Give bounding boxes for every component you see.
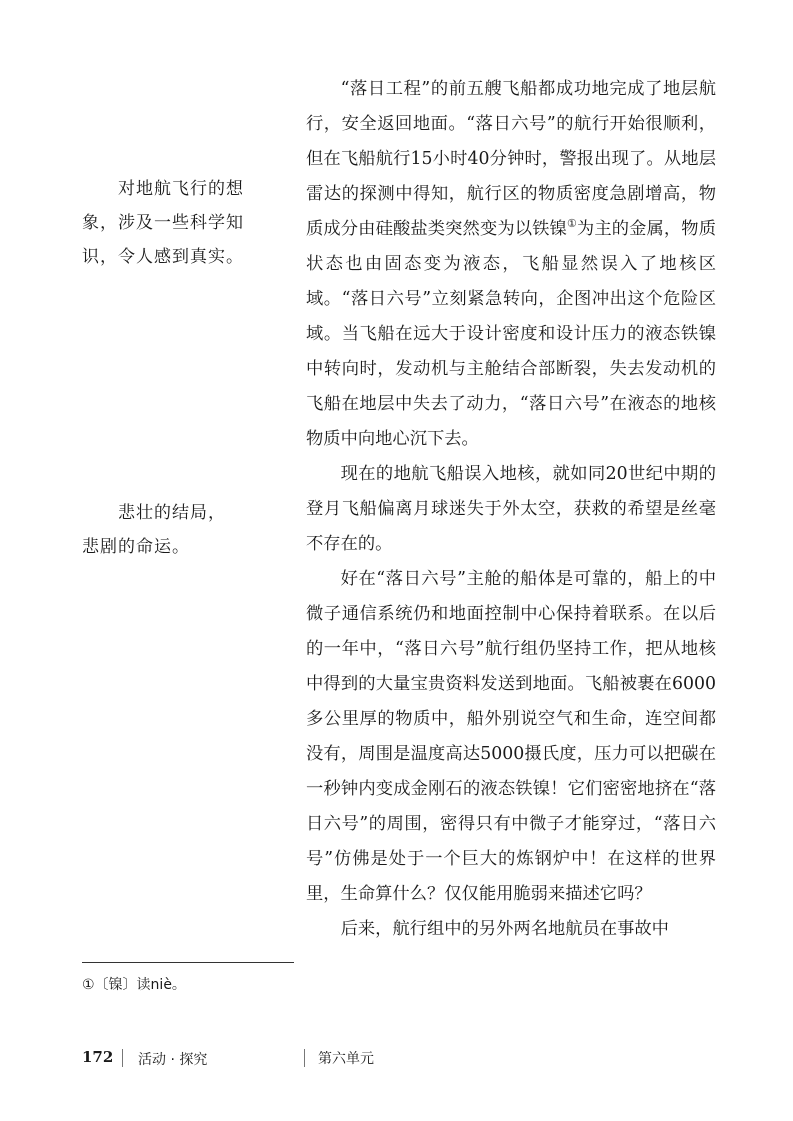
margin-note-1-rest: 象，涉及一些科学知识，令人感到真实。: [82, 213, 244, 267]
unit-name: 第六单元: [318, 1051, 374, 1067]
paragraph-1-part-1: “落日工程”的前五艘飞船都成功地完成了地层航行，安全返回地面。“落日六号”的航行开始很顺利，但在飞船航行15小时40分钟时，警报出现了。从地层雷达的探测中得知，航行区的物质密度急剧增高，物质成分由硅酸盐类突然变为以铁镍: [306, 79, 716, 239]
paragraph-4: 后来，航行组中的另外两名地航员在事故中: [340, 919, 669, 939]
footnote: ①〔镍〕读niè。: [82, 977, 186, 993]
margin-note-2: [82, 496, 272, 564]
main-text: [306, 72, 716, 947]
margin-note-1: [82, 172, 272, 274]
margin-note-2-rest: 悲剧的命运。: [82, 537, 190, 557]
paragraph-1-part-2: 为主的金属，物质状态也由固态变为液态，飞船显然误入了地核区域。“落日六号”立刻紧急转向，企图冲出这个危险区域。当飞船在远大于设计密度和设计压力的液态铁镍中转向时，发动机与主舱结合部断裂，失去发动机的飞船在地层中失去了动力，“落日六号”在液态的地核物质中向地心沉下去。: [306, 219, 716, 449]
margin-note-1-first-line: 对地航飞行的想: [118, 179, 244, 199]
paragraph-3: 好在“落日六号”主舱的船体是可靠的，船上的中微子通信系统仍和地面控制中心保持着联系。在以后的一年中，“落日六号”航行组仍坚持工作，把从地核中得到的大量宝贵资料发送到地面。飞船被裹在6000多公里厚的物质中，船外别说空气和生命，连空间都没有，周围是温度高达5000摄氏度，压力可以把碳在一秒钟内变成金刚石的液态铁镍！它们密密地挤在“落日六号”的周围，密得只有中微子才能穿过，“落日六号”仿佛是处于一个巨大的炼钢炉中！在这样的世界里，生命算什么？仅仅能用脆弱来描述它吗？: [306, 569, 716, 904]
footnote-divider: [82, 962, 294, 963]
page-number: 172: [82, 1048, 114, 1066]
section-name: 活动 · 探究: [138, 1052, 208, 1068]
footer-separator: [122, 1049, 123, 1067]
paragraph-1: [306, 72, 716, 457]
footer-separator-2: [304, 1049, 305, 1067]
margin-note-2-first-line: 悲壮的结局，: [118, 503, 226, 523]
page-footer: [82, 1048, 722, 1072]
footnote-marker: ①: [566, 217, 577, 231]
paragraph-2: 现在的地航飞船误入地核，就如同20世纪中期的登月飞船偏离月球迷失于外太空，获救的希望是丝毫不存在的。: [306, 464, 716, 554]
